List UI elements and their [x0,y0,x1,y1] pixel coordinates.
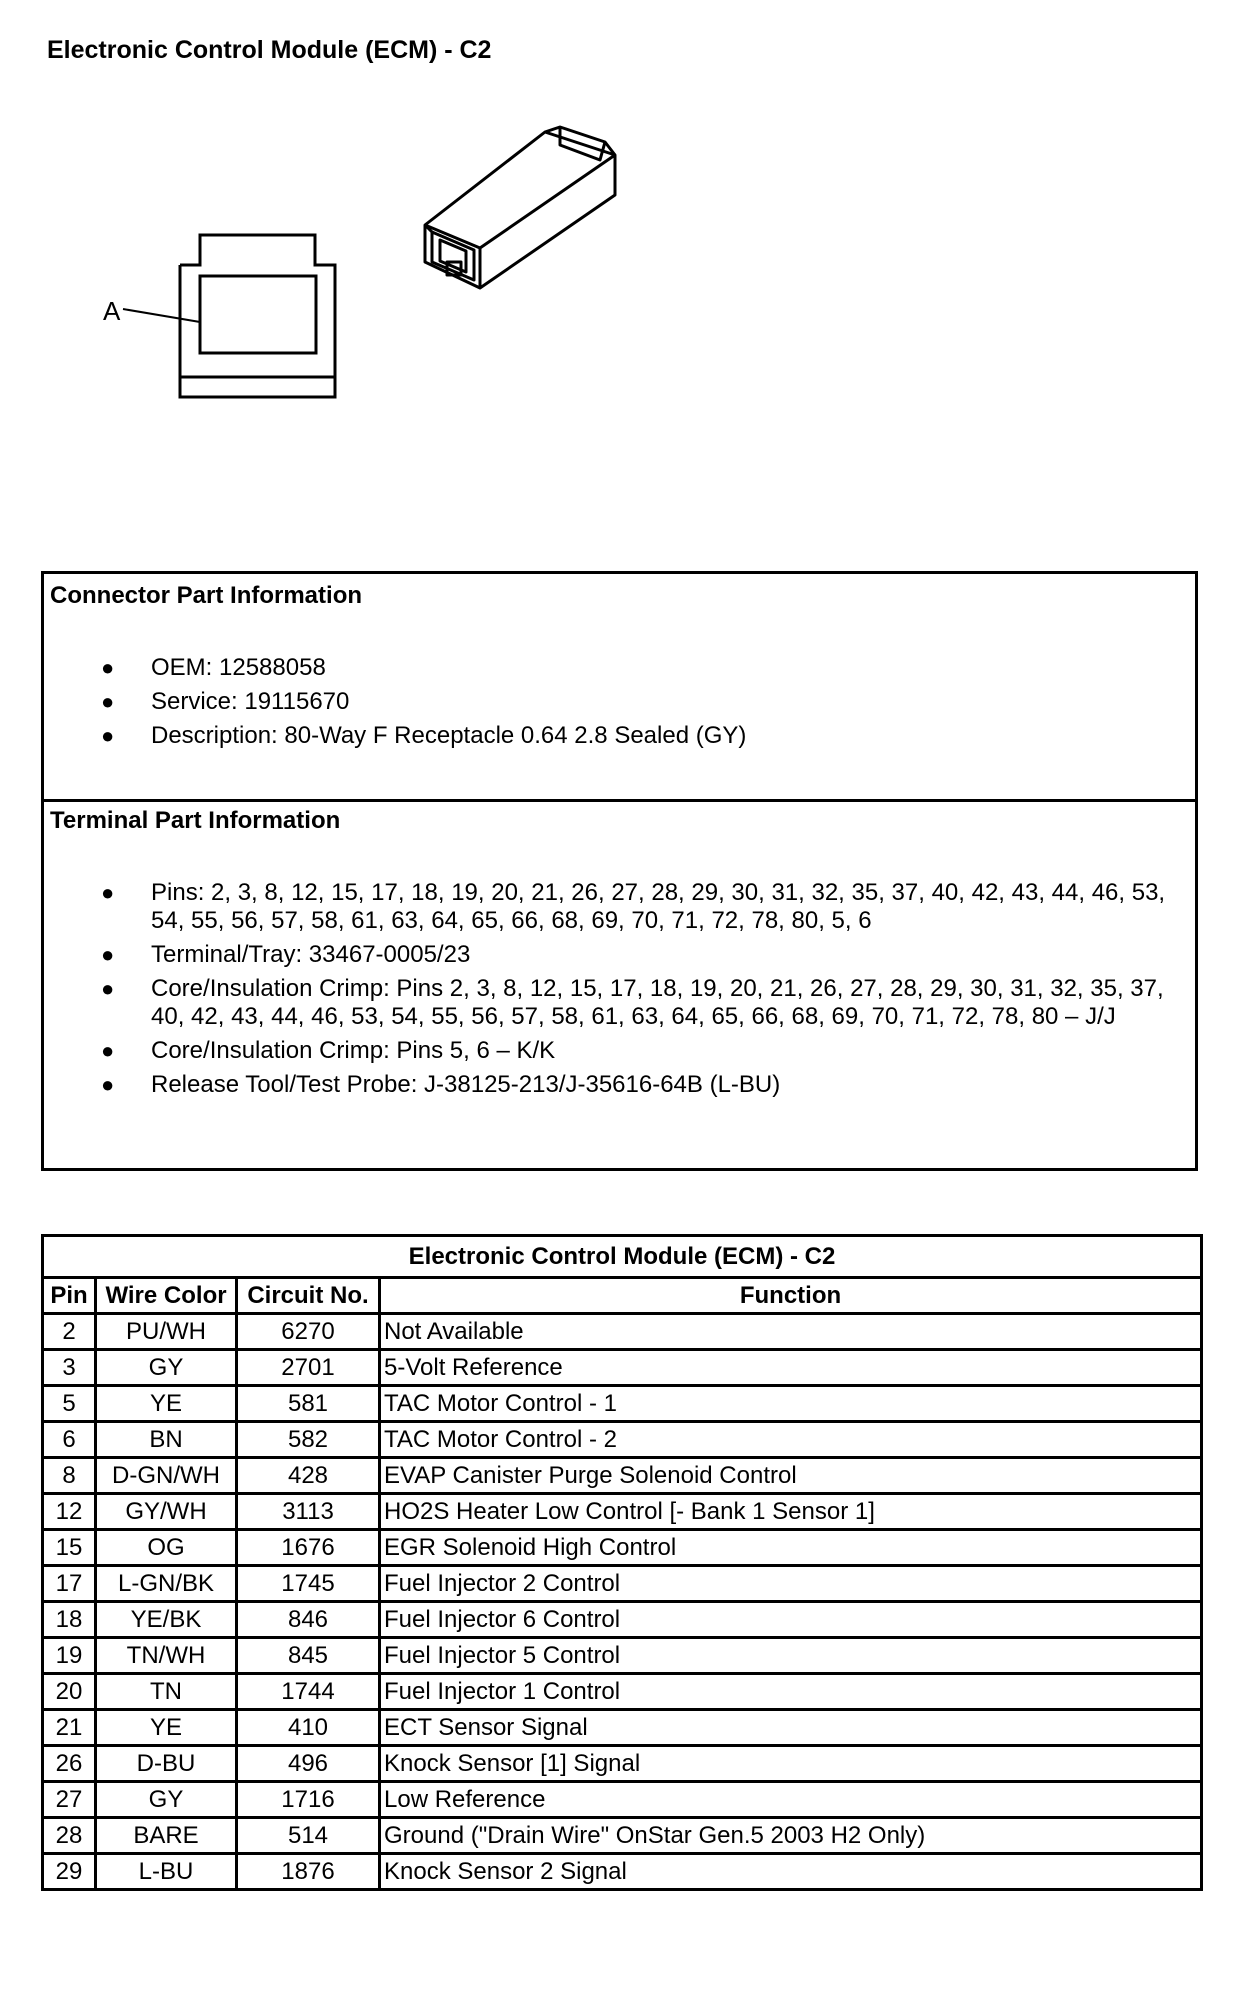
pin-table-body [43,1314,1202,1890]
list-item: ● Terminal/Tray: 33467-0005/23 [101,941,471,968]
function-cell: Knock Sensor [1] Signal [380,1746,1202,1782]
table-row [43,1566,1202,1602]
function-cell: Knock Sensor 2 Signal [380,1854,1202,1890]
terminal-part-info [44,799,1195,1168]
bullet-icon: ● [101,880,115,905]
circuit-no-cell: 410 [237,1710,380,1746]
list-item: ● Pins: 2, 3, 8, 12, 15, 17, 18, 19, 20, 21, 26, 27, 28, 29, 30, 31, 32, 35, 37, 40, 42, 43, 44, 46, 53, 54, 55, 56, 57, 58, 61, 63, 64, 65, 66, 68, 69, 70, 71, 72, 78, 80, 5, 6 [101,879,1166,934]
wire-color-cell: D-BU [96,1746,237,1782]
function-cell: ECT Sensor Signal [380,1710,1202,1746]
table-row [43,1854,1202,1890]
wire-color-cell: TN/WH [96,1638,237,1674]
pin-cell: 18 [43,1602,96,1638]
table-row [43,1314,1202,1350]
pin-cell: 20 [43,1674,96,1710]
connector-face-view [180,235,335,397]
wire-color-cell: TN [96,1674,237,1710]
function-cell: Not Available [380,1314,1202,1350]
function-cell: TAC Motor Control - 1 [380,1386,1202,1422]
circuit-no-cell: 582 [237,1422,380,1458]
function-cell: 5-Volt Reference [380,1350,1202,1386]
wire-color-cell: YE [96,1710,237,1746]
list-item: ● Core/Insulation Crimp: Pins 5, 6 – K/K [101,1037,556,1064]
pin-cell: 29 [43,1854,96,1890]
function-cell: EGR Solenoid High Control [380,1530,1202,1566]
list-item: ● Description: 80-Way F Receptacle 0.64 2.8 Sealed (GY) [101,722,747,749]
connector-info-heading: Connector Part Information [50,582,363,609]
connector-part-info [44,574,1195,802]
circuit-no-cell: 1876 [237,1854,380,1890]
pin-cell: 5 [43,1386,96,1422]
circuit-no-cell: 6270 [237,1314,380,1350]
page-title: Electronic Control Module (ECM) - C2 [47,36,492,64]
circuit-no-cell: 581 [237,1386,380,1422]
table-row [43,1386,1202,1422]
callout-label-a: A [103,296,121,326]
bullet-icon: ● [101,1038,115,1063]
wire-color-cell: D-GN/WH [96,1458,237,1494]
pin-cell: 17 [43,1566,96,1602]
function-cell: Fuel Injector 1 Control [380,1674,1202,1710]
function-cell: Fuel Injector 2 Control [380,1566,1202,1602]
table-row [43,1458,1202,1494]
table-row [43,1494,1202,1530]
wire-color-cell: GY/WH [96,1494,237,1530]
table-row [43,1782,1202,1818]
circuit-no-cell: 2701 [237,1350,380,1386]
pin-cell: 3 [43,1350,96,1386]
table-row [43,1602,1202,1638]
circuit-no-cell: 496 [237,1746,380,1782]
table-row [43,1530,1202,1566]
function-cell: Fuel Injector 6 Control [380,1602,1202,1638]
wire-color-cell: BN [96,1422,237,1458]
circuit-no-cell: 3113 [237,1494,380,1530]
pin-table-header-row [43,1278,1202,1314]
pin-cell: 26 [43,1746,96,1782]
bullet-icon: ● [101,689,115,714]
circuit-no-cell: 1744 [237,1674,380,1710]
header-circuit-no: Circuit No. [237,1278,380,1314]
table-row [43,1422,1202,1458]
function-cell: Ground ("Drain Wire" OnStar Gen.5 2003 H2 Only) [380,1818,1202,1854]
wire-color-cell: L-GN/BK [96,1566,237,1602]
pin-cell: 6 [43,1422,96,1458]
circuit-no-cell: 428 [237,1458,380,1494]
pin-cell: 28 [43,1818,96,1854]
table-row [43,1818,1202,1854]
bullet-icon: ● [101,655,115,680]
circuit-no-cell: 514 [237,1818,380,1854]
list-item: ● Release Tool/Test Probe: J-38125-213/J-35616-64B (L-BU) [101,1071,781,1098]
table-row [43,1746,1202,1782]
function-cell: Low Reference [380,1782,1202,1818]
table-row [43,1638,1202,1674]
connector-info-list [44,654,1195,756]
list-item: ● Core/Insulation Crimp: Pins 2, 3, 8, 12, 15, 17, 18, 19, 20, 21, 26, 27, 28, 29, 30, 31, 32, 35, 37, 40, 42, 43, 44, 46, 53, 54, 55, 56, 57, 58, 61, 63, 64, 65, 66, 68, 69, 70, 71, 72, 78, 80 – J/J [101,975,1164,1030]
table-row [43,1350,1202,1386]
function-cell: EVAP Canister Purge Solenoid Control [380,1458,1202,1494]
connector-isometric-view [425,127,615,288]
terminal-info-list [44,879,1195,1105]
callout-leader-a [123,309,200,322]
terminal-info-heading: Terminal Part Information [50,807,341,834]
function-cell: HO2S Heater Low Control [- Bank 1 Sensor 1] [380,1494,1202,1530]
bullet-icon: ● [101,723,115,748]
list-item: ● Service: 19115670 [101,688,350,715]
pin-cell: 12 [43,1494,96,1530]
part-info-box [41,571,1198,1171]
wire-color-cell: GY [96,1782,237,1818]
table-row [43,1674,1202,1710]
header-wire-color: Wire Color [96,1278,237,1314]
bullet-icon: ● [101,942,115,967]
pin-cell: 27 [43,1782,96,1818]
wire-color-cell: OG [96,1530,237,1566]
function-cell: TAC Motor Control - 2 [380,1422,1202,1458]
connector-diagram [0,0,1248,560]
circuit-no-cell: 1676 [237,1530,380,1566]
wire-color-cell: GY [96,1350,237,1386]
pin-cell: 15 [43,1530,96,1566]
circuit-no-cell: 1716 [237,1782,380,1818]
pin-cell: 2 [43,1314,96,1350]
pin-cell: 21 [43,1710,96,1746]
pin-cell: 19 [43,1638,96,1674]
wire-color-cell: YE [96,1386,237,1422]
wire-color-cell: BARE [96,1818,237,1854]
circuit-no-cell: 1745 [237,1566,380,1602]
list-item: ● OEM: 12588058 [101,654,326,681]
header-function: Function [380,1278,1202,1314]
bullet-icon: ● [101,976,115,1001]
wire-color-cell: L-BU [96,1854,237,1890]
circuit-no-cell: 846 [237,1602,380,1638]
header-pin: Pin [43,1278,96,1314]
pin-table [41,1234,1203,1891]
bullet-icon: ● [101,1072,115,1097]
pin-cell: 8 [43,1458,96,1494]
function-cell: Fuel Injector 5 Control [380,1638,1202,1674]
table-row [43,1710,1202,1746]
circuit-no-cell: 845 [237,1638,380,1674]
wire-color-cell: YE/BK [96,1602,237,1638]
pin-table-title: Electronic Control Module (ECM) - C2 [43,1236,1202,1278]
wire-color-cell: PU/WH [96,1314,237,1350]
